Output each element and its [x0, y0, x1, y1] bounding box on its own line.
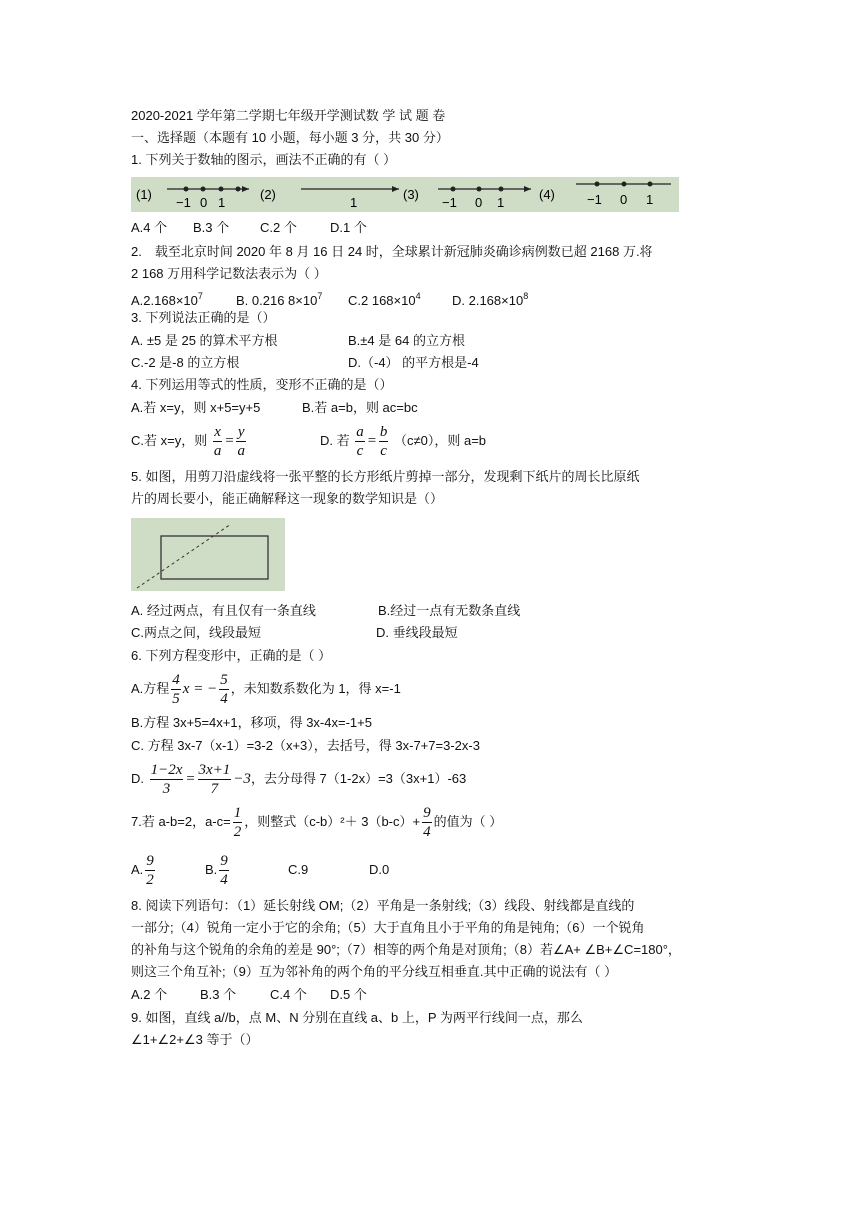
q6-d-frac-2 — [198, 761, 232, 798]
q6-option-a-text: A.方程 — [131, 681, 170, 696]
q2-option-a-base: A.2.168×10 — [131, 293, 198, 308]
q6-a-x: x = − — [182, 681, 218, 697]
q6-d-frac-1 — [150, 761, 184, 798]
q7-frac-2-num: 9 — [423, 805, 431, 822]
q6-d-frac-1-num: 1−2x — [150, 762, 183, 779]
q7-stem — [131, 803, 502, 841]
q5-option-b: B.经过一点有无数条直线 — [378, 603, 521, 618]
q1-option-a: A.4 个 — [131, 220, 168, 235]
q7-frac-1-den: 2 — [233, 824, 242, 841]
q4-eq-c: = — [224, 433, 235, 449]
q7-option-a — [131, 851, 157, 889]
q6-option-d-post: ，去分母得 7（1-2x）=3（3x+1）-63 — [250, 771, 467, 786]
q1-tick-label-4b: 0 — [620, 192, 628, 207]
q1-option-b: B.3 个 — [193, 220, 230, 235]
q4-frac-x-num: x — [214, 424, 221, 441]
q1-tick-4b — [622, 182, 627, 187]
q1-tick-1c — [219, 187, 224, 192]
q1-tick-3b — [477, 187, 482, 192]
q6-option-d — [131, 760, 466, 798]
q1-arrow-3 — [524, 186, 531, 192]
q4-option-b: B.若 a=b，则 ac=bc — [302, 400, 418, 415]
q6-stem: 6. 下列方程变形中，正确的是（ ） — [131, 648, 332, 663]
q4-frac-a-c — [355, 423, 365, 460]
q1-tick-3a — [451, 187, 456, 192]
q6-option-d-text: D. — [131, 771, 144, 786]
q2-option-b-exp: 7 — [317, 291, 323, 301]
q2-option-c-base: C.2 168×10 — [348, 293, 416, 308]
q5-stem-line-2: 片的周长要小，能正确解释这一现象的数学知识是（） — [131, 491, 444, 506]
q5-option-c: C.两点之间，线段最短 — [131, 625, 262, 640]
q4-option-d-text: D. 若 — [320, 433, 350, 448]
q4-option-d-post: （c≠0），则 a=b — [394, 433, 487, 448]
q1-stem: 1. 下列关于数轴的图示，画法不正确的有（ ） — [131, 152, 397, 167]
q2-option-d — [452, 286, 528, 311]
q6-d-frac-2-num: 3x+1 — [198, 762, 231, 779]
q5-rectangle-svg — [131, 518, 285, 591]
q3-option-c: C.-2 是-8 的立方根 — [131, 355, 240, 370]
q3-option-d: D.（-4） 的平方根是-4 — [348, 355, 479, 370]
q1-fig-label-3: (3) — [403, 187, 419, 202]
q1-arrow-1 — [242, 186, 249, 192]
q1-option-d: D.1 个 — [330, 220, 367, 235]
q6-d-frac-1-den: 3 — [162, 781, 171, 798]
q2-stem-line-2: 2 168 万用科学记数法表示为（ ） — [131, 266, 327, 281]
q7-frac-1-num: 1 — [233, 805, 242, 822]
q4-frac-a-num: a — [356, 424, 364, 441]
q8-line-2: 一部分;（4）锐角一定小于它的余角;（5）大于直角且小于平角的角是钝角;（6）一个锐角 — [131, 920, 645, 935]
q4-frac-x-den: a — [213, 443, 222, 460]
q6-d-minus3: −3 — [233, 771, 251, 787]
q2-option-d-base: D. 2.168×10 — [452, 293, 524, 308]
q1-fig-label-4: (4) — [539, 187, 555, 202]
q3-option-b: B.±4 是 64 的立方根 — [348, 333, 465, 348]
q7-option-a-num: 9 — [146, 853, 154, 870]
q1-tick-1d — [236, 187, 241, 192]
q1-tick-1b — [201, 187, 206, 192]
q7-option-d: D.0 — [369, 862, 390, 877]
q7-option-c: C.9 — [288, 862, 309, 877]
q6-a-frac-1 — [171, 671, 181, 708]
q7-frac-2-den: 4 — [423, 824, 431, 841]
q2-option-a-exp: 7 — [197, 291, 203, 301]
q7-option-b-label: B. — [205, 862, 218, 877]
q4-option-c — [131, 422, 248, 460]
q1-option-c: C.2 个 — [260, 220, 297, 235]
q6-option-c: C. 方程 3x-7（x-1）=3-2（x+3），去括号，得 3x-7+7=3-2x-3 — [131, 738, 480, 753]
q4-eq-d: = — [366, 433, 377, 449]
q2-option-d-exp: 8 — [523, 291, 529, 301]
q7-option-b-den: 4 — [220, 872, 228, 889]
q1-fig-label-1: (1) — [136, 187, 152, 202]
q8-option-d: D.5 个 — [330, 987, 367, 1002]
q7-option-a-label: A. — [131, 862, 144, 877]
q9-stem-line-1: 9. 如图，直线 a//b，点 M、N 分别在直线 a、b 上，P 为两平行线间一点，那么 — [131, 1010, 583, 1025]
q3-option-a: A. ±5 是 25 的算术平方根 — [131, 333, 278, 348]
q1-tick-4c — [648, 182, 653, 187]
q6-d-eq: = — [185, 771, 196, 787]
q1-tick-3c — [499, 187, 504, 192]
q6-a-frac-1-den: 5 — [172, 691, 180, 708]
q4-option-a: A.若 x=y，则 x+5=y+5 — [131, 400, 261, 415]
q6-option-a — [131, 670, 401, 708]
section-heading: 一、选择题（本题有 10 小题，每小题 3 分，共 30 分） — [131, 130, 449, 145]
q7-option-b-frac — [219, 852, 229, 889]
q7-option-a-frac — [145, 852, 155, 889]
q1-tick-label-3b: 0 — [475, 195, 483, 210]
q7-stem-pre: 7.若 a-b=2，a-c= — [131, 814, 231, 829]
q7-frac-2 — [422, 804, 432, 841]
q1-tick-1a — [184, 187, 189, 192]
q4-frac-b-c — [379, 423, 389, 460]
q3-stem: 3. 下列说法正确的是（） — [131, 310, 276, 325]
q8-line-3: 的补角与这个锐角的余角的差是 90°;（7）相等的两个角是对顶角;（8）若∠A+ ∠B+∠C=180°， — [131, 942, 681, 957]
q4-frac-b-num: b — [379, 424, 388, 441]
q1-number-line-figure — [131, 177, 679, 212]
q8-line-1: 8. 阅读下列语句：（1）延长射线 OM;（2）平角是一条射线;（3）线段、射线都是直线的 — [131, 898, 635, 913]
q4-frac-b-den: c — [380, 443, 387, 460]
q7-option-a-den: 2 — [146, 872, 154, 889]
q7-stem-mid: ，则整式（c-b）²＋ 3（b-c）+ — [244, 814, 421, 829]
q6-a-frac-2-den: 4 — [220, 691, 228, 708]
q1-fig-label-2: (2) — [260, 187, 276, 202]
q6-option-a-post: ，未知数系数化为 1，得 x=-1 — [230, 681, 401, 696]
q6-a-frac-1-num: 4 — [172, 672, 180, 689]
q5-rectangle-figure — [131, 518, 285, 591]
q1-tick-label-4c: 1 — [646, 192, 654, 207]
q7-frac-1 — [233, 804, 243, 841]
q6-a-frac-2 — [219, 671, 229, 708]
q7-option-b — [205, 851, 231, 889]
q1-tick-label-2: 1 — [350, 195, 358, 210]
q7-option-b-num: 9 — [220, 853, 228, 870]
q7-stem-post: 的值为（ ） — [433, 814, 503, 829]
q2-stem-line-1: 2. 载至北京时间 2020 年 8 月 16 日 24 时，全球累计新冠肺炎确诊病例数已超 2168 万.将 — [131, 244, 653, 259]
q6-a-frac-2-num: 5 — [220, 672, 228, 689]
q5-option-d: D. 垂线段最短 — [376, 625, 458, 640]
q1-number-line-svg — [131, 177, 679, 212]
q9-stem-line-2: ∠1+∠2+∠3 等于（） — [131, 1032, 259, 1047]
q4-stem: 4. 下列运用等式的性质，变形不正确的是（） — [131, 377, 393, 392]
q8-option-a: A.2 个 — [131, 987, 168, 1002]
q4-frac-y-den: a — [237, 443, 245, 460]
q5-stem-line-1: 5. 如图，用剪刀沿虚线将一张平整的长方形纸片剪掉一部分，发现剩下纸片的周长比原纸 — [131, 469, 640, 484]
q4-option-d — [320, 422, 486, 460]
q1-tick-label-3c: 1 — [497, 195, 505, 210]
q2-option-c-exp: 4 — [415, 291, 421, 301]
q4-frac-y-num: y — [237, 424, 245, 441]
q4-frac-x-a — [213, 423, 223, 460]
q2-option-b-base: B. 0.216 8×10 — [236, 293, 318, 308]
q4-option-c-text: C.若 x=y，则 — [131, 433, 208, 448]
q6-option-b: B.方程 3x+5=4x+1，移项，得 3x-4x=-1+5 — [131, 715, 372, 730]
q6-d-frac-2-den: 7 — [210, 781, 219, 798]
q5-option-a: A. 经过两点，有且仅有一条直线 — [131, 603, 316, 618]
exam-title: 2020-2021 学年第二学期七年级开学测试数 学 试 题 卷 — [131, 108, 446, 123]
q4-frac-a-den: c — [356, 443, 364, 460]
q8-line-4: 则这三个角互补;（9）互为邻补角的两个角的平分线互相垂直.其中正确的说法有（ ） — [131, 964, 618, 979]
q4-frac-y-a — [236, 423, 246, 460]
q1-arrow-2 — [392, 186, 399, 192]
q1-tick-label-1b: 0 — [200, 195, 208, 210]
q8-option-c: C.4 个 — [270, 987, 307, 1002]
q1-tick-label-1a: −1 — [176, 195, 191, 210]
q8-option-b: B.3 个 — [200, 987, 237, 1002]
q5-rectangle — [161, 536, 268, 579]
q2-option-c — [348, 286, 421, 311]
q1-tick-label-3a: −1 — [442, 195, 457, 210]
q1-tick-4a — [595, 182, 600, 187]
q1-tick-label-1c: 1 — [218, 195, 226, 210]
q1-tick-label-4a: −1 — [587, 192, 602, 207]
